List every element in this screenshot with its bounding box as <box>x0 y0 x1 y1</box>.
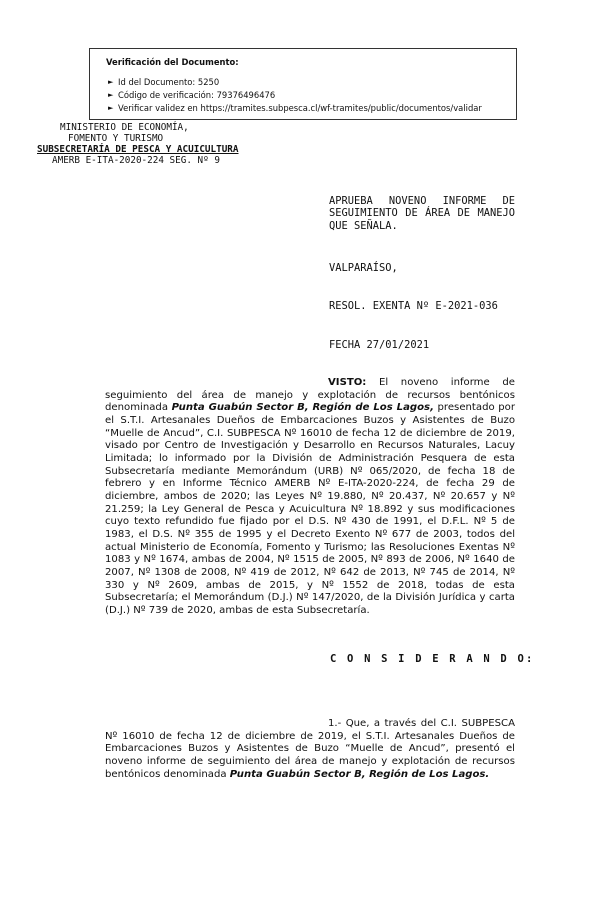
bullet-icon: ► <box>108 91 114 99</box>
resolution-summary: APRUEBA NOVENO INFORME DE SEGUIMIENTO DE ÁREA DE MANEJO QUE SEÑALA. <box>329 195 515 232</box>
bullet-icon: ► <box>108 78 114 86</box>
verification-item-code: ► Código de verificación: 79376496476 <box>108 90 276 100</box>
resolution-number: RESOL. EXENTA Nº E-2021-036 <box>329 300 498 312</box>
document-reference: AMERB E-ITA-2020-224 SEG. Nº 9 <box>52 155 220 166</box>
resolution-date: FECHA 27/01/2021 <box>329 339 430 351</box>
verification-box <box>89 48 517 120</box>
verification-item-link[interactable]: ► Verificar validez en https://tramites.subpesca.cl/wf-tramites/public/documentos/validar <box>108 103 482 113</box>
verification-title: Verificación del Documento: <box>106 57 239 67</box>
place: VALPARAÍSO, <box>329 262 398 274</box>
considerando-point-1: 1.- Que, a través del C.I. SUBPESCA Nº 16010 de fecha 12 de diciembre de 2019, el S.T.I. Artesanales Dueños de Embarcaciones Buzos y Asistentes de Buzo “Muelle de Ancud”, presentó el noveno informe de seguimiento del área de manejo y explotación de recursos bentónicos denominada Punta Guabún Sector B, Región de Los Lagos. <box>105 718 515 780</box>
ministry-line-2: FOMENTO Y TURISMO <box>68 133 164 144</box>
area-name: Punta Guabún Sector B, Región de Los Lagos, <box>171 402 434 414</box>
verification-item-id: ► Id del Documento: 5250 <box>108 77 220 87</box>
subsecretaria-title: SUBSECRETARÍA DE PESCA Y ACUICULTURA <box>37 144 239 155</box>
visto-label: VISTO: <box>328 377 367 388</box>
bullet-icon: ► <box>108 104 114 112</box>
verification-list <box>106 76 516 115</box>
considerando-heading: C O N S I D E R A N D O: <box>330 653 535 665</box>
visto-paragraph: VISTO: El noveno informe de seguimiento del área de manejo y explotación de recursos bentónicos denominada Punta Guabún Sector B, Región de Los Lagos, presentado por el S.T.I. Artesanales Dueños de Embarcaciones Buzos y Asistentes de Buzo “Muelle de Ancud”, C.I. SUBPESCA Nº 16010 de fecha 12 de diciembre de 2019, visado por Centro de Investigación y Desarrollo en Recursos Naturales, Lacuy Limitada; lo informado por la División de Administración Pesquera de esta Subsecretaría mediante Memorándum (URB) Nº 065/2020, de fecha 18 de febrero y en Informe Técnico AMERB Nº E-ITA-2020-224, de fecha 29 de diciembre, ambos de 2020; las Leyes Nº 19.880, Nº 20.437, Nº 20.657 y Nº 21.259; la Ley General de Pesca y Acuicultura Nº 18.892 y sus modificaciones cuyo texto refundido fue fijado por el D.S. Nº 430 de 1991, el D.F.L. Nº 5 de 1983, el D.S. Nº 355 de 1995 y el Decreto Exento Nº 677 de 2003, todos del actual Ministerio de Economía, Fomento y Turismo; las Resoluciones Exentas Nº 1083 y Nº 1674, ambas de 2004, Nº 1515 de 2005, Nº 893 de 2006, Nº 1640 de 2007, Nº 1308 de 2008, Nº 419 de 2012, Nº 642 de 2013, Nº 745 de 2014, Nº 330 y Nº 2609, ambas de 2015, y Nº 1552 de 2018, todas de esta Subsecretaría; el Memorándum (D.J.) Nº 147/2020, de la División Jurídica y carta (D.J.) Nº 739 de 2020, ambas de esta Subsecretaría. <box>105 377 515 616</box>
area-name: Punta Guabún Sector B, Región de Los Lagos. <box>229 768 490 780</box>
ministry-line: MINISTERIO DE ECONOMÍA, <box>60 122 189 133</box>
